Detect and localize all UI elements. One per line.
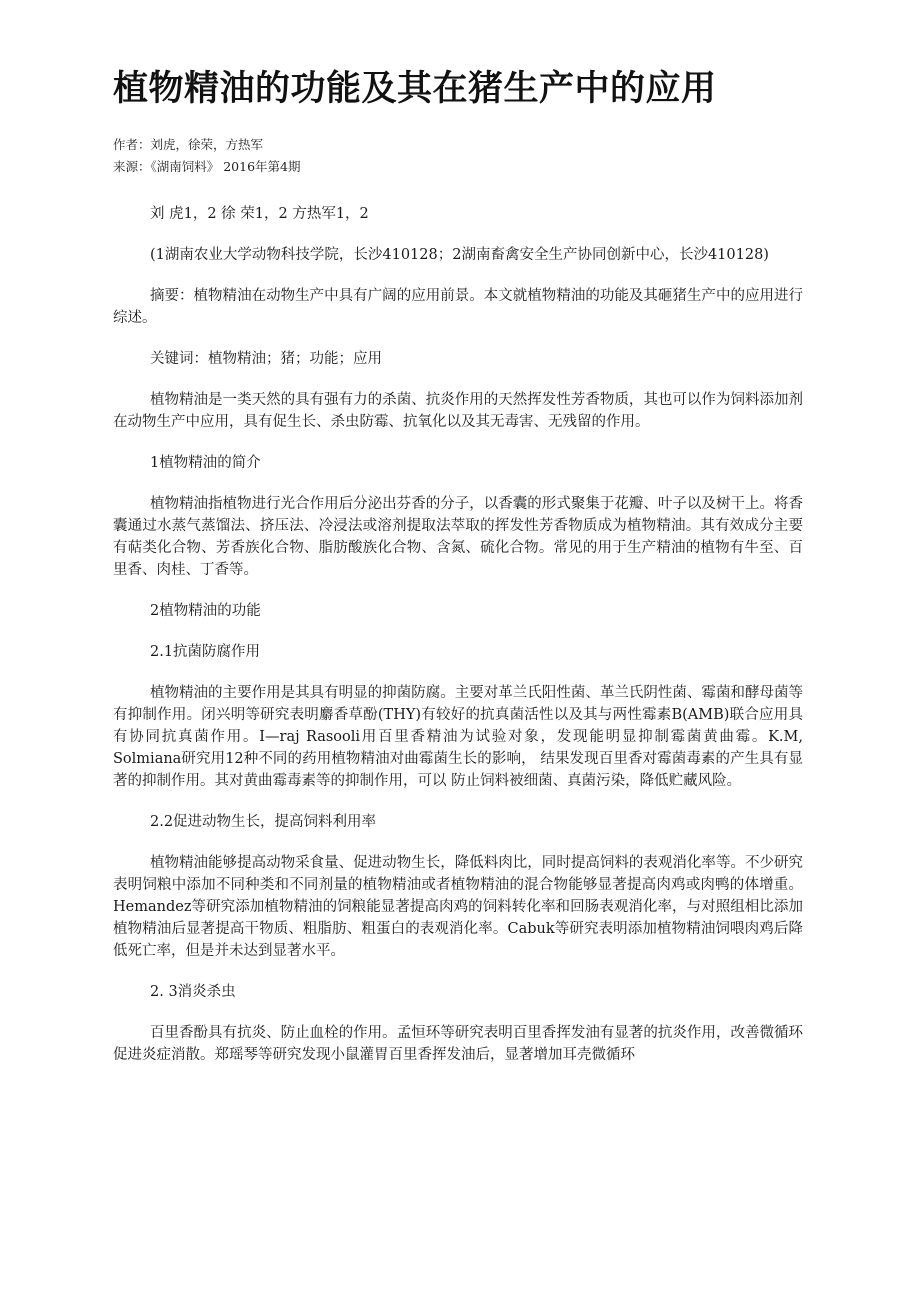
section-heading-1: 1植物精油的简介 xyxy=(150,455,261,471)
source-line: 来源：《湖南饲料》 2016年第4期 xyxy=(113,159,301,174)
subsection-heading-2-2: 2.2促进动物生长，提高饲料利用率 xyxy=(150,814,377,830)
keywords: 关键词：植物精油；猪；功能；应用 xyxy=(150,351,382,367)
article-body xyxy=(113,203,803,1066)
section-heading-2: 2植物精油的功能 xyxy=(150,603,261,619)
subsection-2-2-paragraph: 植物精油能够提高动物采食量、促进动物生长，降低料肉比，同时提高饲料的表观消化率等。不少研究表明饲粮中添加不同种类和不同剂量的植物精油或者植物精油的混合物能够显著提高肉鸡或肉鸭的体增重。Hemandez等研究添加植物精油的饲粮能显著提高肉鸡的饲料转化率和回肠表观消化率，与对照组相比添加植物精油后显著提高干物质、粗脂肪、粗蛋白的表观消化率。Cabuk等研究表明添加植物精油饲喂肉鸡后降低死亡率，但是并未达到显著水平。 xyxy=(113,855,803,959)
subsection-2-1-paragraph: 植物精油的主要作用是其具有明显的抑菌防腐。主要对革兰氏阳性菌、革兰氏阴性菌、霉菌和酵母菌等有抑制作用。闭兴明等研究表明麝香草酚(THY)有较好的抗真菌活性以及其与两性霉素B(AMB)联合应用具有协同抗真菌作用。I—raj Rasooli用百里香精油为试验对象，发现能明显抑制霉菌黄曲霉。K.M, Solmiana研究用12种不同的药用植物精油对曲霉菌生长的影响， 结果发现百里香对霉菌毒素的产生具有显著的抑制作用。其对黄曲霉毒素等的抑制作用，可以 防止饲料被细菌、真菌污染，降低贮藏风险。 xyxy=(113,685,803,789)
subsection-2-3-paragraph: 百里香酚具有抗炎、防止血栓的作用。孟恒环等研究表明百里香挥发油有显著的抗炎作用，改善微循环促进炎症消散。郑瑶琴等研究发现小鼠灌胃百里香挥发油后，显著增加耳壳微循环 xyxy=(113,1025,803,1063)
article-meta xyxy=(113,134,803,178)
author-affiliations: (1湖南农业大学动物科技学院，长沙410128；2湖南畜禽安全生产协同创新中心，长沙410128) xyxy=(150,247,769,263)
subsection-heading-2-3: 2. 3消炎杀虫 xyxy=(150,984,236,1000)
intro-paragraph: 植物精油是一类天然的具有强有力的杀菌、抗炎作用的天然挥发性芳香物质，其也可以作为饲料添加剂在动物生产中应用，具有促生长、杀虫防霉、抗氧化以及其无毒害、无残留的作用。 xyxy=(113,392,803,430)
document-page xyxy=(113,0,803,1085)
abstract: 摘要：植物精油在动物生产中具有广阔的应用前景。本文就植物精油的功能及其砸猪生产中的应用进行综述。 xyxy=(113,288,803,326)
article-title: 植物精油的功能及其在猪生产中的应用 xyxy=(113,69,717,109)
section-1-paragraph: 植物精油指植物进行光合作用后分泌出芬香的分子，以香囊的形式聚集于花瓣、叶子以及树干上。将香囊通过水蒸气蒸馏法、挤压法、冷浸法或溶剂提取法萃取的挥发性芳香物质成为植物精油。其有效成分主要有萜类化合物、芳香族化合物、脂肪酸族化合物、含氮、硫化合物。常见的用于生产精油的植物有牛至、百里香、肉桂、丁香等。 xyxy=(113,496,803,578)
author-line: 作者：刘虎，徐荣，方热军 xyxy=(113,137,264,152)
author-affiliation-names: 刘 虎1，2 徐 荣1，2 方热军1，2 xyxy=(150,206,369,222)
subsection-heading-2-1: 2.1抗菌防腐作用 xyxy=(150,644,261,660)
